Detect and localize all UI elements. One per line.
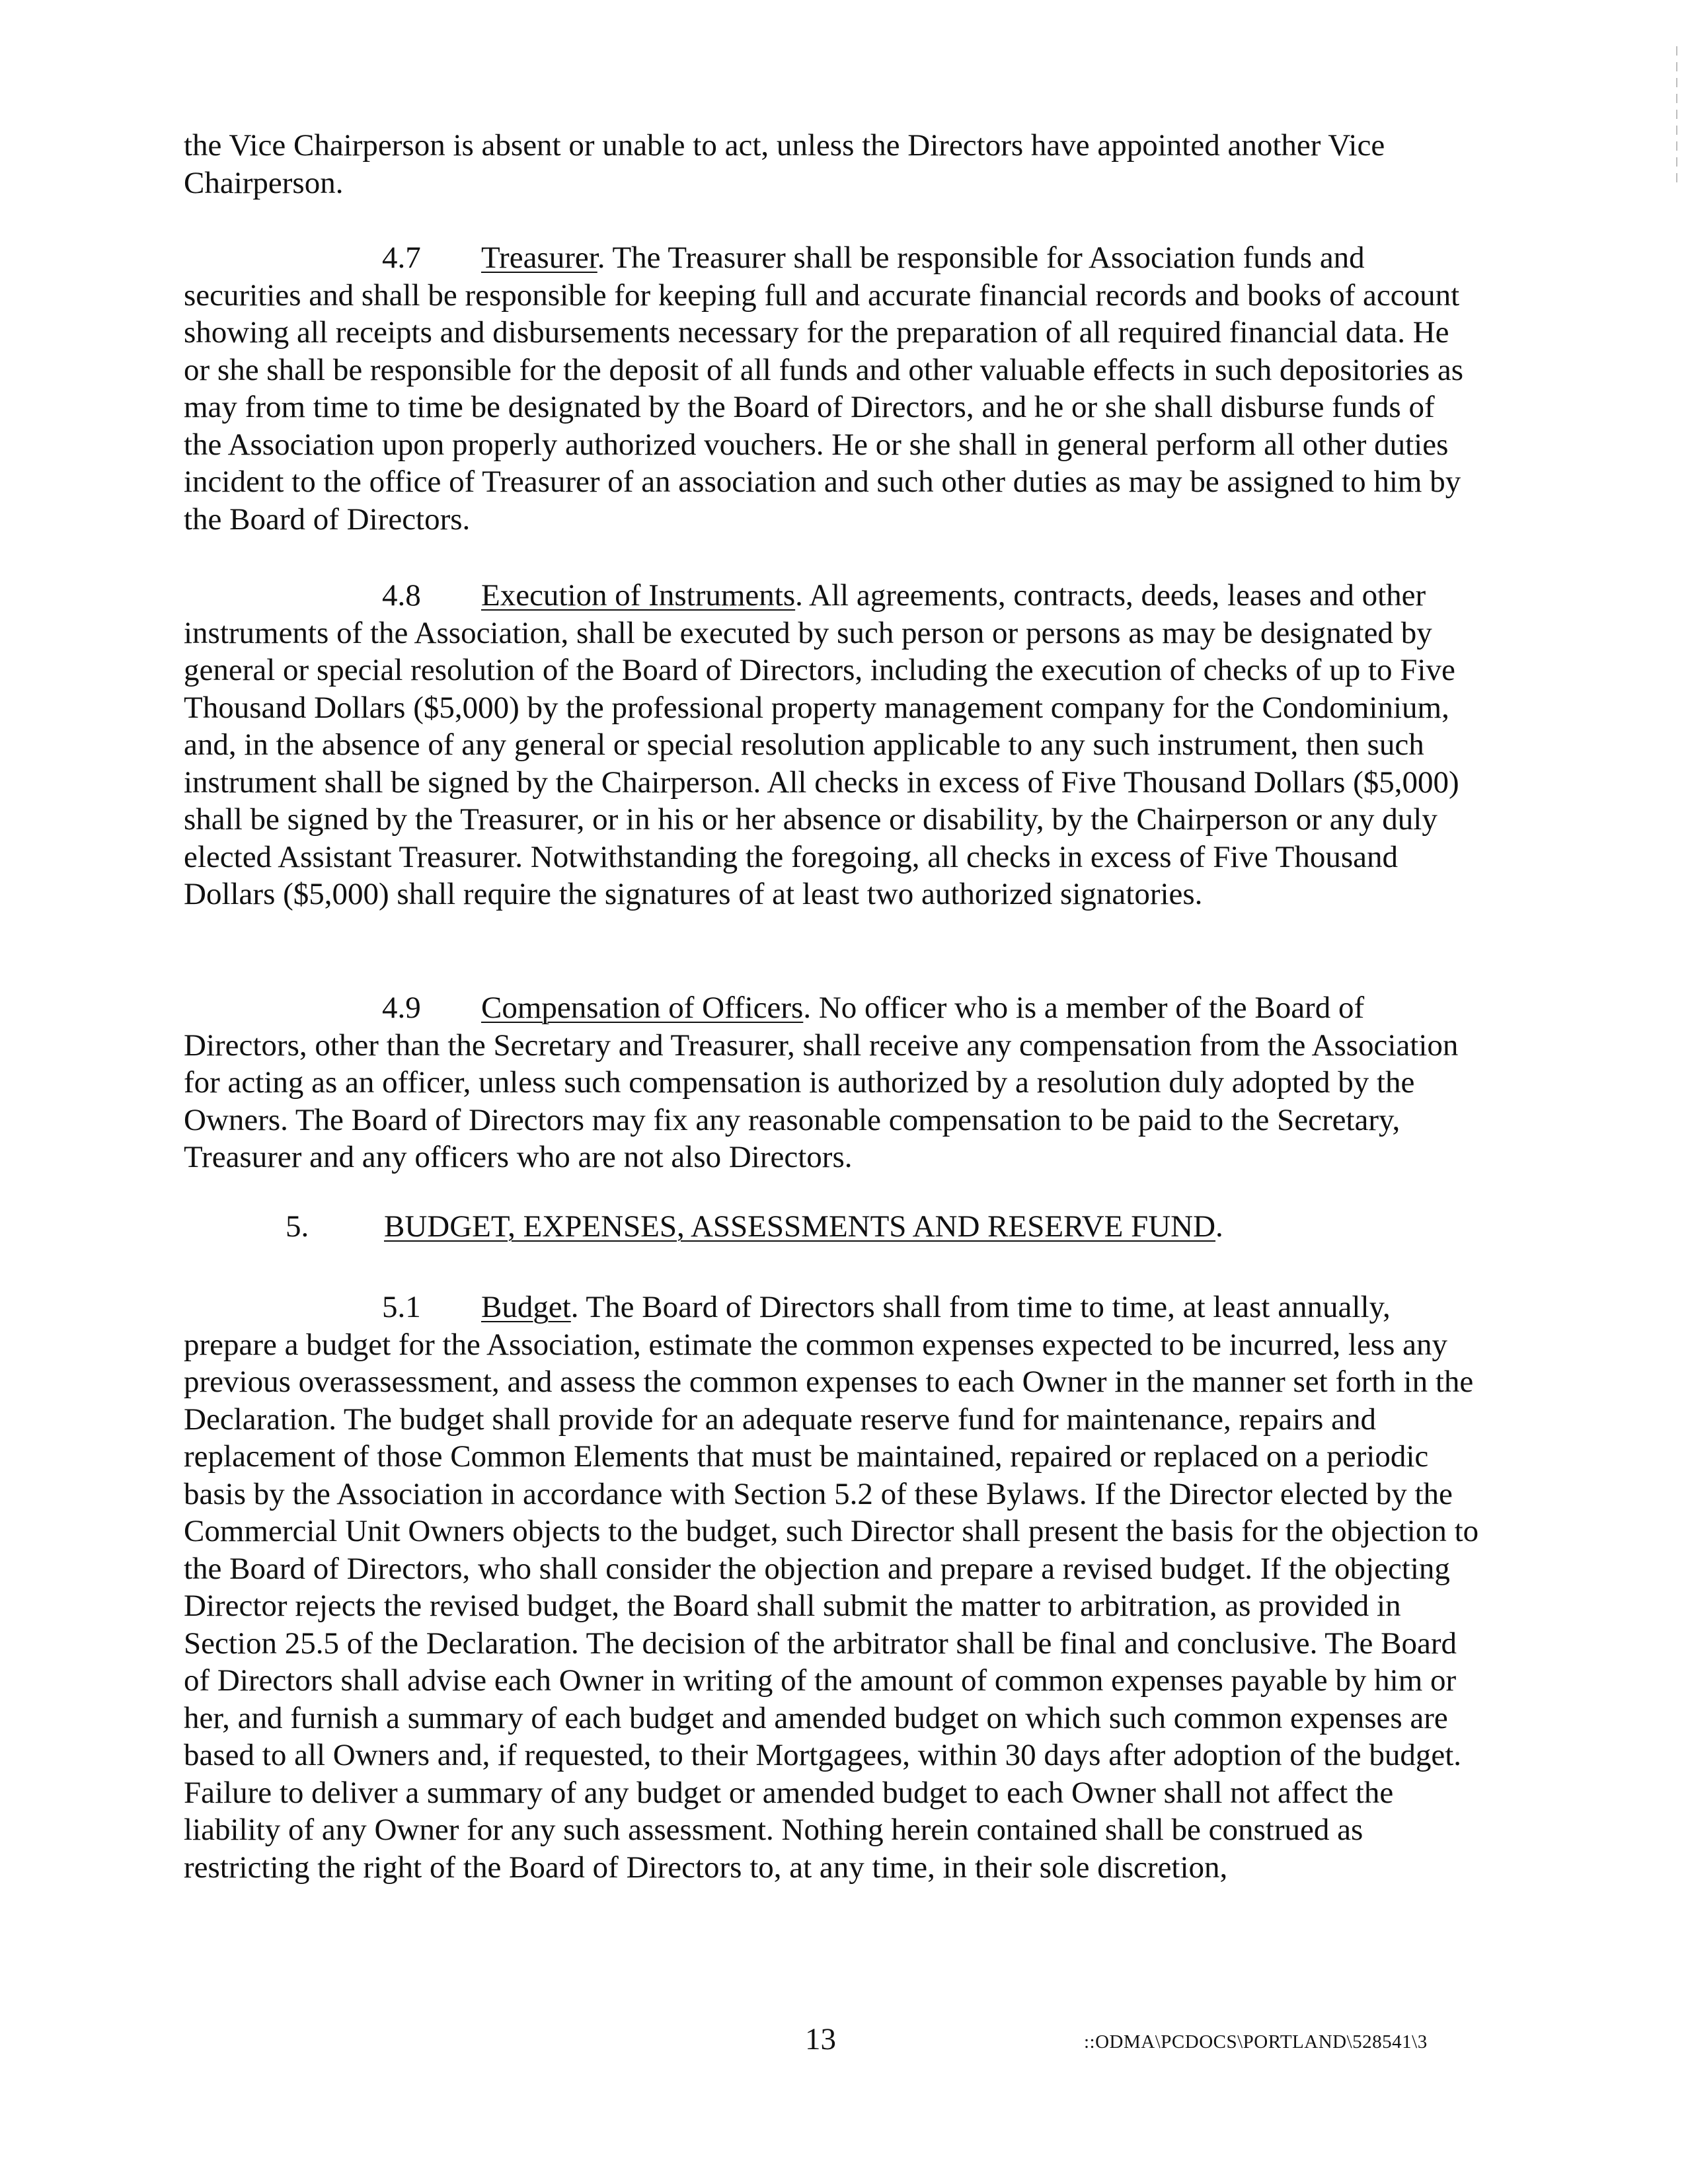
section-4-8-paragraph — [184, 577, 1479, 913]
page-number: 13 — [805, 2022, 836, 2056]
section-title: Compensation of Officers — [481, 991, 804, 1025]
document-reference: ::ODMA\PCDOCS\PORTLAND\528541\3 — [1084, 2031, 1428, 2052]
section-body: . All agreements, contracts, deeds, leases and other instruments of the Association, shall be executed by such person or persons as may be designated by general or special resolution of the Board of Directors, including the execution of checks of up to Five Thousand Dollars ($5,000) by the professional property management company for the Condominium, and, in the absence of any general or special resolution applicable to any such instrument, then such instrument shall be signed by the Chairperson. All checks in excess of Five Thousand Dollars ($5,000) shall be signed by the Treasurer, or in his or her absence or disability, by the Chairperson or any duly elected Assistant Treasurer. Notwithstanding the foregoing, all checks in excess of Five Thousand Dollars ($5,000) shall require the signatures of at least two authorized signatories. — [184, 578, 1459, 911]
section-4-9-paragraph — [184, 989, 1479, 1176]
heading-number: 5. — [286, 1209, 309, 1244]
section-body: . No officer who is a member of the Board of Directors, other than the Secretary and Treasurer, shall receive any compensation from the Association for acting as an officer, unless such compensation is authorized by a resolution duly adopted by the Owners. The Board of Directors may fix any reasonable compensation to be paid to the Secretary, Treasurer and any officers who are not also Directors. — [184, 991, 1459, 1174]
section-title: Budget — [481, 1290, 571, 1324]
section-number: 4.9 — [382, 991, 421, 1025]
scan-margin-mark — [1676, 46, 1677, 185]
section-5-heading — [286, 1208, 1223, 1246]
heading-title: BUDGET, EXPENSES, ASSESSMENTS AND RESERVE FUND — [384, 1209, 1216, 1244]
section-body: . The Treasurer shall be responsible for Association funds and securities and shall be responsible for keeping full and accurate financial records and books of account showing all receipts and disbursements necessary for the preparation of all required financial data. He or she shall be responsible for the deposit of all funds and other valuable effects in such depositories as may from time to time be designated by the Board of Directors, and he or she shall disburse funds of the Association upon properly authorized vouchers. He or she shall in general perform all other duties incident to the office of Treasurer of an association and such other duties as may be assigned to him by the Board of Directors. — [184, 241, 1464, 537]
section-number: 5.1 — [382, 1290, 421, 1324]
section-5-1-paragraph — [184, 1289, 1479, 1886]
intro-paragraph: the Vice Chairperson is absent or unable to act, unless the Directors have appointed another Vice Chairperson. — [184, 128, 1385, 200]
section-title: Execution of Instruments — [481, 578, 796, 613]
section-title: Treasurer — [481, 241, 597, 275]
section-number: 4.8 — [382, 578, 421, 613]
heading-suffix: . — [1215, 1209, 1223, 1244]
section-4-7-paragraph — [184, 239, 1479, 538]
section-body: . The Board of Directors shall from time to time, at least annually, prepare a budget for the Association, estimate the common expenses expected to be incurred, less any previous overassessment, and assess the common expenses to each Owner in the manner set forth in the Declaration. The budget shall provide for an adequate reserve fund for maintenance, repairs and replacement of those Common Elements that must be maintained, repaired or replaced on a periodic basis by the Association in accordance with Section 5.2 of these Bylaws. If the Director elected by the Commercial Unit Owners objects to the budget, such Director shall present the basis for the objection to the Board of Directors, who shall consider the objection and prepare a revised budget. If the objecting Director rejects the revised budget, the Board shall submit the matter to arbitration, as provided in Section 25.5 of the Declaration. The decision of the arbitrator shall be final and conclusive. The Board of Directors shall advise each Owner in writing of the amount of common expenses payable by him or her, and furnish a summary of each budget and amended budget on which such common expenses are based to all Owners and, if requested, to their Mortgagees, within 30 days after adoption of the budget. Failure to deliver a summary of any budget or amended budget to each Owner shall not affect the liability of any Owner for any such assessment. Nothing herein contained shall be construed as restricting the right of the Board of Directors to, at any time, in their sole discretion, — [184, 1290, 1479, 1885]
section-number: 4.7 — [382, 241, 421, 275]
